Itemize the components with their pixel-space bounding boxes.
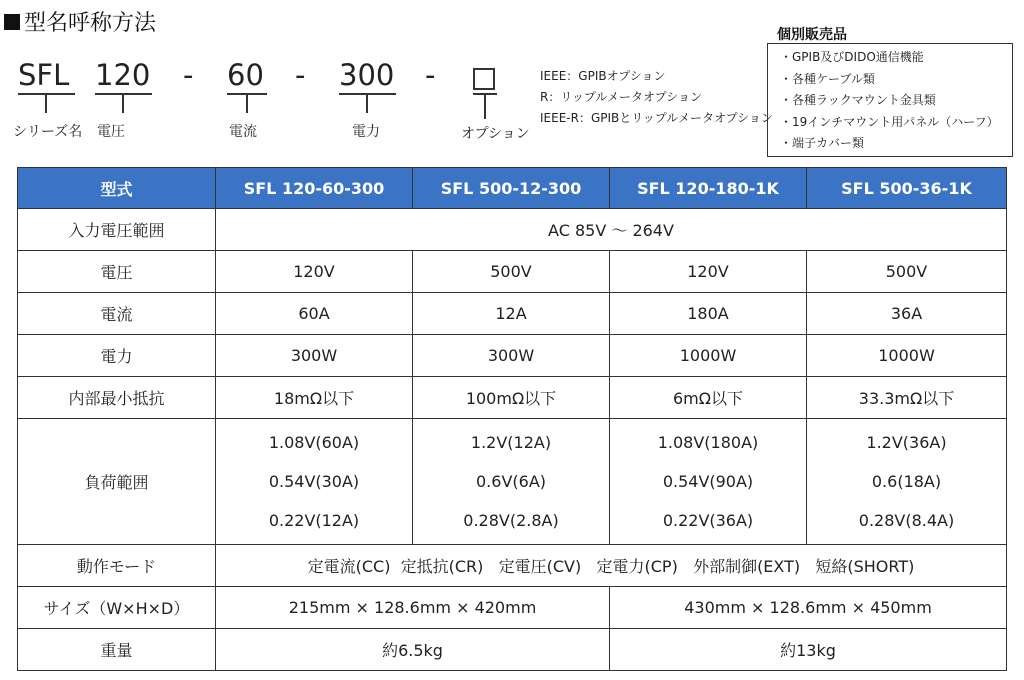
- load-value: 1.2V(12A): [470, 432, 552, 452]
- model-part-series: SFL: [18, 58, 70, 92]
- load-value: 0.22V(36A): [662, 511, 754, 531]
- row-label: 負荷範囲: [18, 419, 216, 545]
- separate-sales-item: ・19インチマウント用パネル（ハーフ）: [780, 114, 999, 129]
- header-cell: SFL 500-36-1K: [807, 168, 1007, 209]
- model-dash-3: -: [425, 58, 436, 92]
- header-cell: SFL 500-12-300: [413, 168, 610, 209]
- table-cell: 215mm × 128.6mm × 420mm: [216, 587, 610, 629]
- table-cell: [610, 419, 807, 545]
- table-row: [18, 377, 1007, 419]
- model-part-voltage: 120: [95, 58, 151, 92]
- model-part-power: 300: [339, 58, 395, 92]
- option-note: R：リップルメータオプション: [540, 90, 702, 104]
- model-part-current: 60: [227, 58, 264, 92]
- load-value: 1.08V(60A): [268, 432, 360, 452]
- table-header-row: [18, 168, 1007, 209]
- row-label: 動作モード: [18, 545, 216, 587]
- table-cell: 6mΩ以下: [610, 377, 807, 419]
- table-cell: 12A: [413, 293, 610, 335]
- load-value: 0.54V(30A): [268, 471, 360, 491]
- load-value: 0.22V(12A): [268, 511, 360, 531]
- table-cell: [807, 419, 1007, 545]
- table-cell: 定電流(CC) 定抵抗(CR) 定電圧(CV) 定電力(CP) 外部制御(EXT) 短絡(SHORT): [216, 545, 1007, 587]
- series-tick: [45, 93, 47, 113]
- load-value: 1.2V(36A): [866, 432, 947, 452]
- table-row: [18, 587, 1007, 629]
- table-cell: 100mΩ以下: [413, 377, 610, 419]
- separate-sales-item: ・各種ケーブル類: [780, 71, 875, 86]
- power-tick: [366, 93, 368, 113]
- label-voltage: 電圧: [97, 124, 125, 140]
- load-value: 0.54V(90A): [662, 471, 754, 491]
- header-cell: 型式: [18, 168, 216, 209]
- table-cell: 120V: [610, 251, 807, 293]
- table-cell: 60A: [216, 293, 413, 335]
- model-dash-2: -: [295, 58, 306, 92]
- load-value: 0.6V(6A): [476, 471, 546, 491]
- table-row: [18, 335, 1007, 377]
- table-cell: 18mΩ以下: [216, 377, 413, 419]
- load-value: 0.6(18A): [871, 471, 942, 491]
- header-cell: SFL 120-180-1K: [610, 168, 807, 209]
- option-note: IEEE：GPIBオプション: [540, 69, 666, 83]
- table-cell: 500V: [413, 251, 610, 293]
- table-cell: 1000W: [807, 335, 1007, 377]
- table-cell: 500V: [807, 251, 1007, 293]
- separate-sales-item: ・GPIB及びDIDO通信機能: [780, 50, 924, 64]
- table-row: [18, 293, 1007, 335]
- table-row: [18, 419, 1007, 545]
- table-cell: [216, 419, 413, 545]
- table-cell: 120V: [216, 251, 413, 293]
- square-bullet-icon: [4, 14, 20, 30]
- table-cell: 36A: [807, 293, 1007, 335]
- row-label: 電力: [18, 335, 216, 377]
- option-placeholder-box: [473, 68, 495, 90]
- table-row: [18, 251, 1007, 293]
- option-tick: [484, 93, 486, 119]
- option-notes: [540, 66, 773, 129]
- row-label: 電流: [18, 293, 216, 335]
- table-row: [18, 209, 1007, 251]
- table-cell: 300W: [413, 335, 610, 377]
- table-cell: AC 85V ～ 264V: [216, 209, 1007, 251]
- label-option: オプション: [461, 126, 530, 142]
- spec-table: [17, 167, 1007, 671]
- table-cell: 180A: [610, 293, 807, 335]
- label-current: 電流: [229, 124, 257, 140]
- table-row: [18, 545, 1007, 587]
- separate-sales-item: ・端子カバー類: [780, 136, 865, 150]
- table-cell: 430mm × 128.6mm × 450mm: [610, 587, 1007, 629]
- table-cell: 300W: [216, 335, 413, 377]
- option-note: IEEE-R：GPIBとリップルメータオプション: [540, 111, 773, 125]
- load-value: 0.28V(2.8A): [463, 511, 559, 531]
- table-cell: 1000W: [610, 335, 807, 377]
- table-row: [18, 629, 1007, 671]
- table-cell: 33.3mΩ以下: [807, 377, 1007, 419]
- load-value: 0.28V(8.4A): [858, 511, 955, 531]
- separate-sales-title: 個別販売品: [777, 27, 847, 43]
- table-cell: [413, 419, 610, 545]
- row-label: サイズ（W×H×D）: [18, 587, 216, 629]
- section-heading: [4, 6, 156, 37]
- label-power: 電力: [352, 124, 380, 140]
- current-tick: [246, 93, 248, 113]
- label-series: シリーズ名: [13, 124, 83, 140]
- separate-sales-box: [767, 43, 1013, 157]
- voltage-tick: [122, 93, 124, 113]
- row-label: 電圧: [18, 251, 216, 293]
- load-value: 1.08V(180A): [657, 432, 759, 452]
- table-cell: 約13kg: [610, 629, 1007, 671]
- model-dash-1: -: [183, 58, 194, 92]
- row-label: 重量: [18, 629, 216, 671]
- separate-sales-item: ・各種ラックマウント金具類: [780, 93, 936, 107]
- row-label: 内部最小抵抗: [18, 377, 216, 419]
- header-cell: SFL 120-60-300: [216, 168, 413, 209]
- table-cell: 約6.5kg: [216, 629, 610, 671]
- heading-text: 型名呼称方法: [24, 11, 157, 36]
- row-label: 入力電圧範囲: [18, 209, 216, 251]
